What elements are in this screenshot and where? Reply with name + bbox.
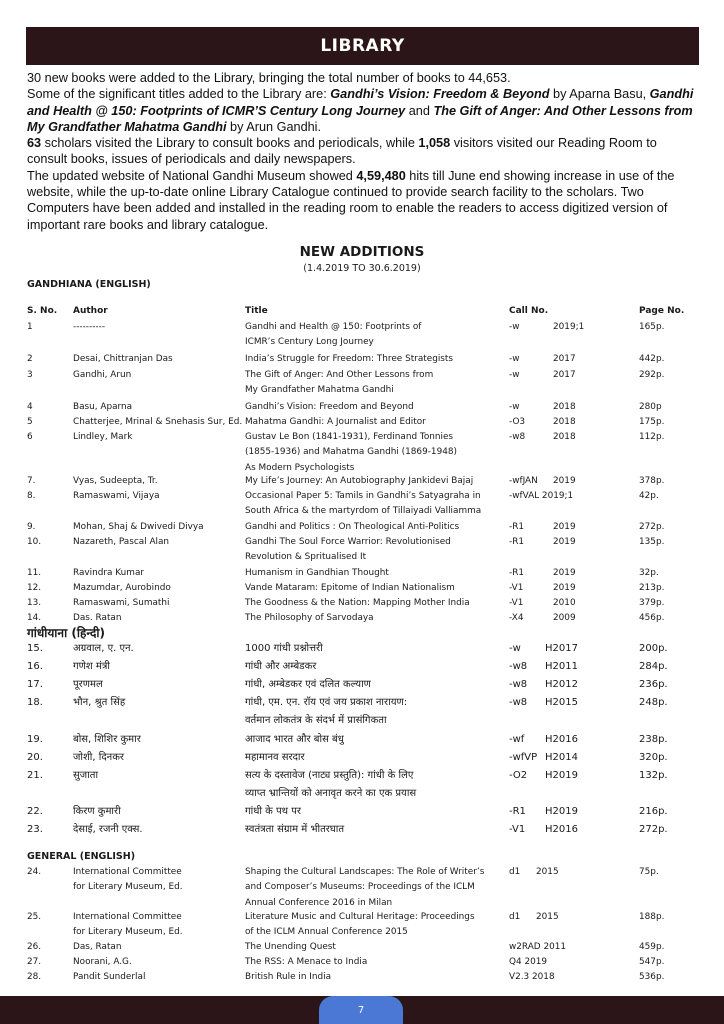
- row-author: Das. Ratan: [73, 613, 122, 623]
- row-call-no: -R1: [509, 537, 525, 547]
- row-year: H2016: [545, 824, 578, 835]
- row-call-no: Q4 2019: [509, 957, 548, 967]
- row-title: आजाद भारत और बोस बंधु: [245, 734, 344, 745]
- row-page-no: 216p.: [639, 806, 668, 817]
- row-call-no: -w: [509, 354, 520, 364]
- row-title: Gandhi The Soul Force Warrior: Revolutionised Revolution & Spritualised It: [245, 537, 451, 563]
- row-year: H2016: [545, 734, 578, 745]
- row-title: Vande Mataram: Epitome of Indian Nationalism: [245, 583, 455, 593]
- row-title: The Unending Quest: [245, 942, 336, 952]
- row-sno: 15.: [27, 643, 43, 654]
- row-author: Mazumdar, Aurobindo: [73, 583, 171, 593]
- row-call-no: V2.3 2018: [509, 972, 555, 982]
- row-year: H2017: [545, 643, 578, 654]
- titles-mid-1: by Aparna Basu,: [549, 87, 650, 102]
- row-call-no: -wfVAL 2019;1: [509, 491, 574, 501]
- row-page-no: 280p: [639, 402, 662, 412]
- row-page-no: 165p.: [639, 322, 665, 332]
- row-author: ----------: [73, 322, 106, 332]
- row-author: Nazareth, Pascal Alan: [73, 537, 170, 547]
- row-call-no: -V1: [509, 583, 524, 593]
- row-call-no: -V1: [509, 824, 526, 835]
- row-sno: 8.: [27, 491, 36, 501]
- row-page-no: 135p.: [639, 537, 665, 547]
- row-author: Ramaswami, Sumathi: [73, 598, 170, 608]
- row-author: Gandhi, Arun: [73, 370, 132, 380]
- col-author: Author: [73, 306, 108, 316]
- row-author: Desai, Chittranjan Das: [73, 354, 173, 364]
- row-title: गांधी और अम्बेडकर: [245, 661, 317, 672]
- row-page-no: 213p.: [639, 583, 665, 593]
- column-headers: [0, 306, 724, 320]
- row-page-no: 272p.: [639, 522, 665, 532]
- row-page-no: 292p.: [639, 370, 665, 380]
- row-page-no: 200p.: [639, 643, 668, 654]
- row-sno: 27.: [27, 957, 42, 967]
- row-sno: 1: [27, 322, 33, 332]
- row-year: 2019: [553, 522, 576, 532]
- row-call-no: -O2: [509, 770, 528, 781]
- row-call-no: -R1: [509, 806, 526, 817]
- row-author: सुजाता: [73, 770, 99, 781]
- row-author: Noorani, A.G.: [73, 957, 132, 967]
- row-page-no: 456p.: [639, 613, 665, 623]
- row-sno: 11.: [27, 568, 42, 578]
- intro-paragraph-website: [27, 168, 699, 233]
- intro-text: [27, 70, 699, 233]
- row-title: गांधी के पथ पर: [245, 806, 302, 817]
- row-page-no: 536p.: [639, 972, 665, 982]
- row-title: My Life’s Journey: An Autobiography Jankidevi Bajaj: [245, 476, 474, 486]
- row-sno: 13.: [27, 598, 42, 608]
- row-year: 2019: [553, 583, 576, 593]
- row-page-no: 32p.: [639, 568, 659, 578]
- row-year: H2019: [545, 770, 578, 781]
- row-sno: 7.: [27, 476, 36, 486]
- row-year: 2017: [553, 354, 576, 364]
- row-sno: 21.: [27, 770, 43, 781]
- col-page: Page No.: [639, 306, 685, 316]
- page-number: 7: [357, 1004, 365, 1016]
- row-sno: 25.: [27, 912, 42, 922]
- row-page-no: 547p.: [639, 957, 665, 967]
- col-call: Call No.: [509, 306, 549, 316]
- row-sno: 12.: [27, 583, 42, 593]
- row-page-no: 459p.: [639, 942, 665, 952]
- row-title: Gustav Le Bon (1841-1931), Ferdinand Tonnies (1855-1936) and Mahatma Gandhi (1869-1948) As Modern Psychologists: [245, 432, 457, 473]
- row-title: गांधी, अम्बेडकर एवं दलित कल्याण: [245, 679, 371, 690]
- row-call-no: -w: [509, 643, 521, 654]
- row-call-no: -O3: [509, 417, 526, 427]
- row-call-no: -X4: [509, 613, 524, 623]
- row-sno: 17.: [27, 679, 43, 690]
- row-page-no: 112p.: [639, 432, 665, 442]
- row-call-no: d1: [509, 912, 521, 922]
- row-title: India’s Struggle for Freedom: Three Strategists: [245, 354, 454, 364]
- titles-mid-2: and: [405, 103, 434, 118]
- row-call-no: w2RAD 2011: [509, 942, 567, 952]
- row-sno: 3: [27, 370, 33, 380]
- titles-tail: by Arun Gandhi.: [226, 119, 322, 134]
- row-title: Humanism in Gandhian Thought: [245, 568, 389, 578]
- library-banner: [26, 27, 699, 65]
- col-sno: S. No.: [27, 306, 58, 316]
- row-year: 2019;1: [553, 322, 585, 332]
- website-hits: 4,59,480: [356, 168, 406, 183]
- row-year: H2015: [545, 697, 578, 708]
- row-year: 2015: [536, 912, 559, 922]
- row-author: International Committee for Literary Museum, Ed.: [73, 912, 183, 938]
- row-call-no: -w: [509, 322, 520, 332]
- section-general-english: GENERAL (ENGLISH): [27, 851, 136, 862]
- title-gandhis-vision: Gandhi’s Vision: Freedom & Beyond: [330, 87, 550, 102]
- row-author: बोस, शिशिर कुमार: [73, 734, 141, 745]
- intro-paragraph-books: 30 new books were added to the Library, bringing the total number of books to 44,653.: [27, 71, 511, 85]
- row-year: 2015: [536, 867, 559, 877]
- row-author: Ramaswami, Vijaya: [73, 491, 160, 501]
- row-author: Das, Ratan: [73, 942, 122, 952]
- row-sno: 14.: [27, 613, 42, 623]
- row-sno: 23.: [27, 824, 43, 835]
- row-title: Gandhi and Health @ 150: Footprints of ICMR’s Century Long Journey: [245, 322, 422, 348]
- row-call-no: -w: [509, 370, 520, 380]
- row-sno: 26.: [27, 942, 42, 952]
- row-title: स्वतंत्रता संग्राम में भीतरघात: [245, 824, 345, 835]
- row-page-no: 188p.: [639, 912, 665, 922]
- row-call-no: -w8: [509, 679, 528, 690]
- row-title: Occasional Paper 5: Tamils in Gandhi’s Satyagraha in South Africa & the martyrdom of Tillaiyadi Valliamma: [245, 491, 482, 517]
- row-sno: 4: [27, 402, 33, 412]
- section-gandhiana-hindi: गांधीयाना (हिन्दी): [27, 626, 106, 640]
- row-call-no: -V1: [509, 598, 524, 608]
- row-author: पूरणमल: [73, 679, 103, 690]
- row-sno: 18.: [27, 697, 43, 708]
- website-lead: The updated website of National Gandhi Museum showed: [27, 168, 357, 183]
- row-page-no: 442p.: [639, 354, 665, 364]
- row-title: गांधी, एम. एन. रॉय एवं जय प्रकाश नारायण: वर्तमान लोकतंत्र के संदर्भ में प्रासंगिकता: [245, 697, 408, 726]
- row-call-no: -R1: [509, 522, 525, 532]
- row-call-no: -w8: [509, 661, 528, 672]
- page-number-tab: [319, 996, 403, 1024]
- titles-lead: Some of the significant titles added to the Library are:: [27, 87, 331, 102]
- title-gift-of-anger: The Gift of Anger: And Other Lessons from My Grandfather Mahatma Gandhi: [27, 103, 693, 134]
- row-author: भौन, श्रुत सिंह: [73, 697, 126, 708]
- row-page-no: 132p.: [639, 770, 668, 781]
- row-title: Shaping the Cultural Landscapes: The Role of Writer’s and Composer’s Museums: Proceedings of the ICLM Annual Conference 2016 in Milan: [245, 867, 485, 908]
- row-page-no: 236p.: [639, 679, 668, 690]
- row-author: Lindley, Mark: [73, 432, 133, 442]
- row-author: देसाई, रजनी एक्स.: [73, 824, 143, 835]
- row-sno: 20.: [27, 752, 43, 763]
- row-author: Basu, Aparna: [73, 402, 133, 412]
- row-year: 2018: [553, 417, 576, 427]
- row-author: Vyas, Sudeepta, Tr.: [73, 476, 158, 486]
- row-call-no: -R1: [509, 568, 525, 578]
- row-title: Gandhi and Politics : On Theological Anti-Politics: [245, 522, 460, 532]
- row-sno: 28.: [27, 972, 42, 982]
- row-author: Mohan, Shaj & Dwivedi Divya: [73, 522, 204, 532]
- row-title: सत्य के दस्तावेज (नाट्य प्रस्तुति): गांधी के लिए व्याप्त भ्रान्तियों को अनावृत करने का एक प्रयास: [245, 770, 417, 799]
- row-page-no: 75p.: [639, 867, 659, 877]
- row-year: 2017: [553, 370, 576, 380]
- new-additions-heading: NEW ADDITIONS: [299, 244, 425, 260]
- row-author: Chatterjee, Mrinal & Snehasis Sur, Ed.: [73, 417, 243, 427]
- row-author: International Committee for Literary Museum, Ed.: [73, 867, 183, 893]
- row-year: 2018: [553, 402, 576, 412]
- section-gandhiana-english: GANDHIANA (ENGLISH): [27, 279, 151, 290]
- row-sno: 9.: [27, 522, 36, 532]
- row-year: 2018: [553, 432, 576, 442]
- row-title: Gandhi’s Vision: Freedom and Beyond: [245, 402, 414, 412]
- row-call-no: -wfJAN: [509, 476, 538, 486]
- row-year: 2010: [553, 598, 576, 608]
- row-page-no: 175p.: [639, 417, 665, 427]
- row-title: The RSS: A Menace to India: [245, 957, 368, 967]
- row-title: Mahatma Gandhi: A Journalist and Editor: [245, 417, 426, 427]
- row-title: The Gift of Anger: And Other Lessons from My Grandfather Mahatma Gandhi: [245, 370, 434, 396]
- row-title: British Rule in India: [245, 972, 332, 982]
- title-gandhi-and-health: Gandhi and Health @ 150: Footprints of ICMR’S Century Long Journey: [27, 87, 694, 118]
- row-page-no: 42p.: [639, 491, 659, 501]
- visitors-mid: scholars visited the Library to consult books and periodicals, while: [41, 136, 419, 151]
- row-author: अग्रवाल, ए. एन.: [73, 643, 134, 654]
- intro-paragraph-titles: [27, 86, 699, 135]
- row-call-no: -w8: [509, 697, 528, 708]
- row-call-no: -w8: [509, 432, 526, 442]
- row-call-no: -w: [509, 402, 520, 412]
- row-title: Literature Music and Cultural Heritage: Proceedings of the ICLM Annual Conference 2015: [245, 912, 475, 938]
- row-author: Ravindra Kumar: [73, 568, 145, 578]
- row-author: किरण कुमारी: [73, 806, 121, 817]
- intro-paragraph-visitors: [27, 135, 699, 168]
- row-call-no: d1: [509, 867, 521, 877]
- row-sno: 6: [27, 432, 33, 442]
- row-year: H2012: [545, 679, 578, 690]
- row-sno: 2: [27, 354, 33, 364]
- row-year: H2011: [545, 661, 578, 672]
- row-page-no: 248p.: [639, 697, 668, 708]
- scholars-count: 63: [27, 136, 42, 151]
- row-page-no: 238p.: [639, 734, 668, 745]
- row-author: Pandit Sunderlal: [73, 972, 146, 982]
- row-title: The Goodness & the Nation: Mapping Mother India: [245, 598, 470, 608]
- row-author: जोशी, दिनकर: [73, 752, 124, 763]
- row-page-no: 320p.: [639, 752, 668, 763]
- row-page-no: 272p.: [639, 824, 668, 835]
- new-additions-period: (1.4.2019 TO 30.6.2019): [303, 263, 421, 274]
- row-sno: 19.: [27, 734, 43, 745]
- row-sno: 22.: [27, 806, 43, 817]
- website-tail: hits till June end showing increase in use of the website, while the up-to-date online Library Catalogue continued to provide search facility to the scholars. Two Computers have been added and installed in the reading room to enable the readers to access digitized version of important rare books and library catalogue.: [27, 168, 675, 232]
- row-sno: 24.: [27, 867, 42, 877]
- row-year: 2009: [553, 613, 576, 623]
- row-page-no: 284p.: [639, 661, 668, 672]
- row-sno: 5: [27, 417, 33, 427]
- col-title: Title: [245, 306, 268, 316]
- row-author: गणेश मंत्री: [73, 661, 110, 672]
- row-call-no: -wf: [509, 734, 525, 745]
- banner-title: LIBRARY: [320, 36, 405, 56]
- row-call-no: -wfVP: [509, 752, 538, 763]
- row-title: महामानव सरदार: [245, 752, 305, 763]
- visitors-tail: visitors visited our Reading Room to consult books, issues of periodicals and daily newspapers.: [27, 136, 657, 167]
- row-year: 2019: [553, 537, 576, 547]
- row-title: 1000 गांधी प्रश्नोत्तरी: [245, 643, 323, 654]
- row-sno: 16.: [27, 661, 43, 672]
- row-page-no: 378p.: [639, 476, 665, 486]
- row-year: H2014: [545, 752, 578, 763]
- row-sno: 10.: [27, 537, 42, 547]
- row-year: 2019: [553, 476, 576, 486]
- row-title: The Philosophy of Sarvodaya: [245, 613, 374, 623]
- row-year: H2019: [545, 806, 578, 817]
- row-year: 2019: [553, 568, 576, 578]
- row-page-no: 379p.: [639, 598, 665, 608]
- visitors-count: 1,058: [418, 136, 451, 151]
